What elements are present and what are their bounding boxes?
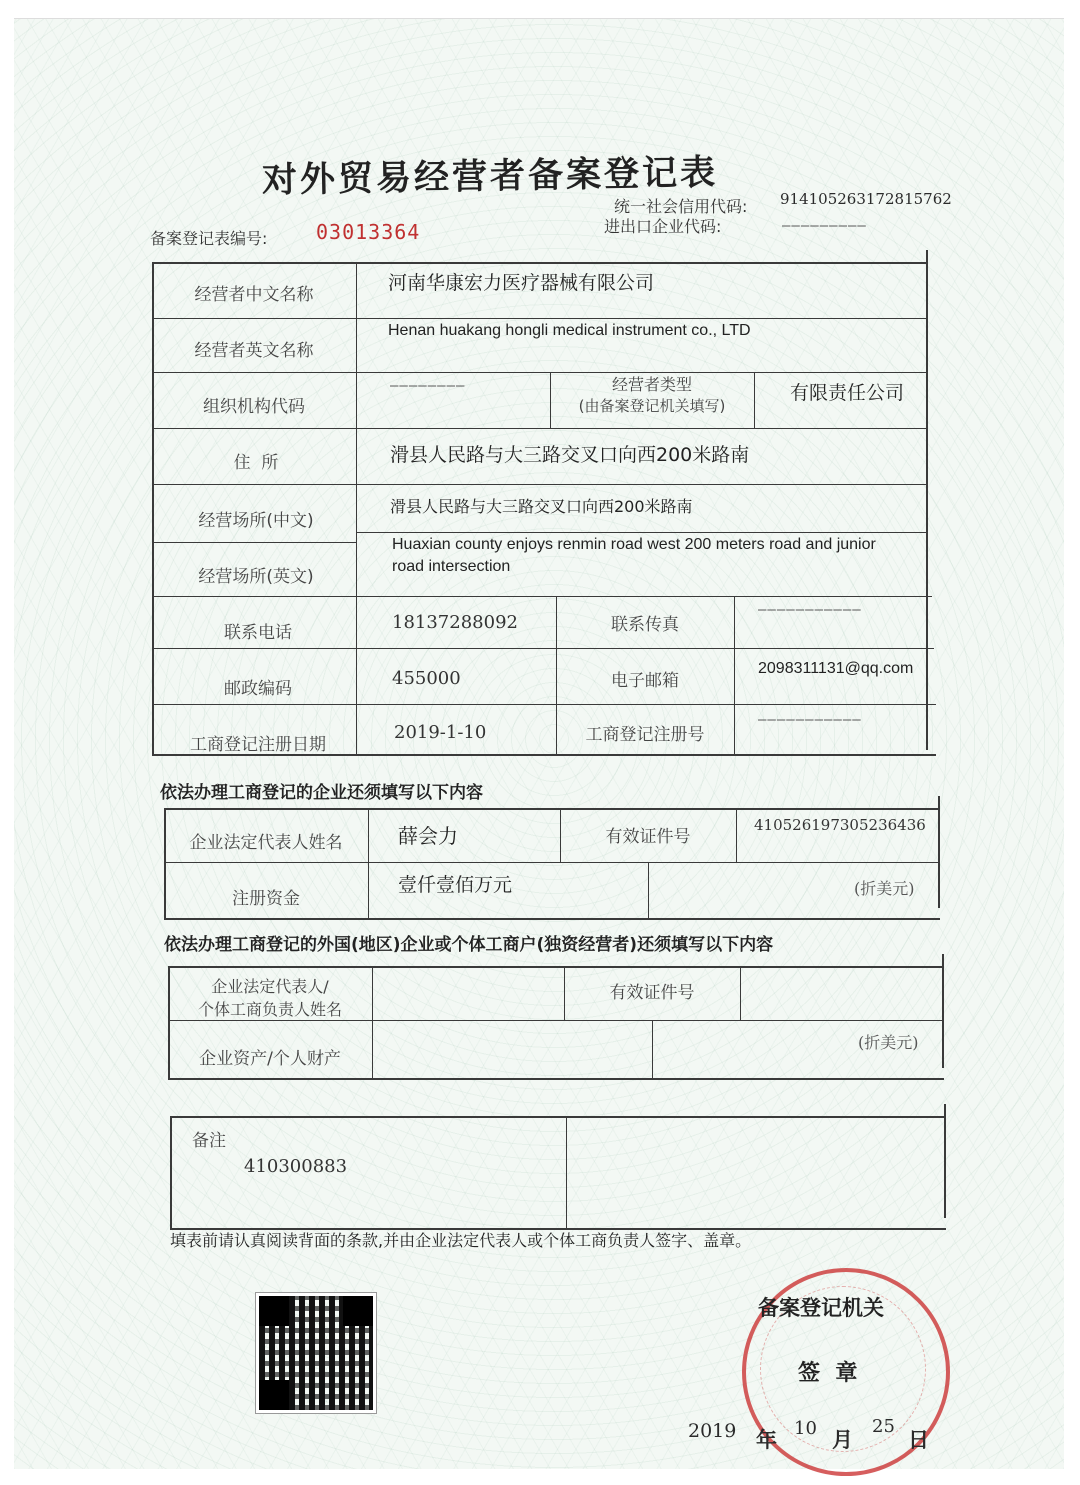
en-name-value: Henan huakang hongli medical instrument co., LTD [388,322,751,339]
address-value: 滑县人民路与大三路交叉口向西200米路南 [390,444,750,466]
remarks-value: 410300883 [244,1156,348,1177]
credit-code-value: 914105263172815762 [780,190,952,208]
section1-col-divider [368,808,369,920]
reg-date-label: 工商登记注册日期 [190,735,326,755]
remarks-border-right [944,1104,946,1218]
foreign-rep-label [170,974,370,1020]
cn-name-label: 经营者中文名称 [194,285,314,305]
section2-border-right [942,954,944,1068]
reg-date-value: 2019-1-10 [394,722,487,743]
section1-col-divider [736,808,737,862]
section1-border-bottom [164,918,940,920]
table-border-right [926,250,928,750]
section2-border-top [168,966,942,968]
col-divider [754,372,755,428]
id-number-value: 410526197305236436 [754,816,926,834]
foreign-id-label: 有效证件号 [609,983,695,1003]
remarks-border-left [170,1116,172,1230]
section1-border-right [938,796,940,908]
row-divider [152,318,928,319]
row-divider [152,648,934,649]
authority-label: 备案登记机关 [758,1296,884,1320]
qr-code-icon [256,1293,376,1413]
trade-code-value: ————————— [782,218,867,234]
usd-note: (折美元) [854,879,915,898]
date-day: 25 [872,1416,895,1437]
org-code-value: ———————— [390,378,466,394]
postcode-label: 邮政编码 [224,679,292,699]
legal-rep-name: 薛会力 [398,824,458,848]
operator-type-label [552,372,752,416]
remarks-col-divider [566,1116,567,1230]
place-en-label: 经营场所(英文) [198,567,314,587]
operator-type-label-line1: 经营者类型 [611,375,692,394]
section2-col-divider [564,966,565,1020]
section2-border-bottom [168,1078,944,1080]
section2-row-divider [168,1020,944,1021]
email-label: 电子邮箱 [611,671,679,691]
id-number-label: 有效证件号 [605,827,691,847]
col-divider [556,596,557,756]
page-title: 对外贸易经营者备案登记表 [261,152,719,201]
section2-col-divider [740,966,741,1020]
usd-note: (折美元) [858,1033,919,1052]
place-cn-value: 滑县人民路与大三路交叉口向西200米路南 [390,497,693,516]
address-label: 住 所 [233,453,279,473]
fax-value: ——————————— [758,602,862,618]
section1-heading: 依法办理工商登记的企业还须填写以下内容 [160,783,483,803]
section2-col-divider [652,1020,653,1080]
org-code-label: 组织机构代码 [203,397,305,417]
date-day-unit: 日 [908,1428,929,1452]
section1-col-divider [560,808,561,862]
fax-label: 联系传真 [611,615,679,635]
capital-value: 壹仟壹佰万元 [398,874,513,896]
place-en-line2: road intersection [392,558,511,575]
trade-code-label: 进出口企业代码: [604,217,722,236]
date-month-unit: 月 [832,1428,853,1452]
reg-num-value: ——————————— [758,712,862,728]
row-divider [152,428,928,429]
section1-border-top [164,808,938,810]
seal-label: 签 章 [798,1361,858,1386]
row-divider [152,372,928,373]
operator-type-value: 有限责任公司 [790,382,905,404]
place-cn-label: 经营场所(中文) [198,511,314,531]
postcode-value: 455000 [392,668,461,689]
row-divider [152,704,936,705]
date-month: 10 [794,1418,817,1439]
section1-row-divider [164,862,940,863]
row-divider [152,484,928,485]
credit-code-label: 统一社会信用代码: [614,197,748,216]
footer-notice: 填表前请认真阅读背面的条款,并由企业法定代表人或个体工商负责人签字、盖章。 [170,1231,752,1250]
table-border-left [152,262,154,756]
phone-value: 18137288092 [392,612,518,633]
col-divider [734,596,735,756]
place-en-line1: Huaxian county enjoys renmin road west 200 meters road and junior [392,536,876,553]
section2-heading: 依法办理工商登记的外国(地区)企业或个体工商户(独资经营者)还须填写以下内容 [164,935,774,955]
row-divider [152,542,356,543]
remarks-label: 备注 [192,1131,226,1151]
date-year-unit: 年 [756,1428,777,1452]
col-divider [550,372,551,428]
reg-no-value: 03013364 [316,220,421,244]
operator-type-label-line2: (由备案登记机关填写) [578,397,726,415]
email-value: 2098311131@qq.com [758,660,914,677]
section2-col-divider [372,966,373,1080]
foreign-rep-label-line2: 个体工商负责人姓名 [197,1000,342,1019]
cn-name-value: 河南华康宏力医疗器械有限公司 [388,272,655,294]
phone-label: 联系电话 [224,623,292,643]
remarks-border-top [170,1116,946,1118]
legal-rep-label: 企业法定代表人姓名 [189,833,343,853]
row-divider [356,532,928,533]
en-name-label: 经营者英文名称 [194,341,314,361]
capital-label: 注册资金 [232,889,300,909]
date-year: 2019 [688,1420,737,1442]
foreign-rep-label-line1: 企业法定代表人/ [211,977,329,996]
reg-num-label: 工商登记注册号 [585,725,705,745]
section1-col-divider [648,862,649,920]
row-divider [152,596,932,597]
reg-no-label: 备案登记表编号: [150,229,268,248]
table-border-top [152,262,928,264]
assets-label: 企业资产/个人财产 [199,1049,341,1069]
